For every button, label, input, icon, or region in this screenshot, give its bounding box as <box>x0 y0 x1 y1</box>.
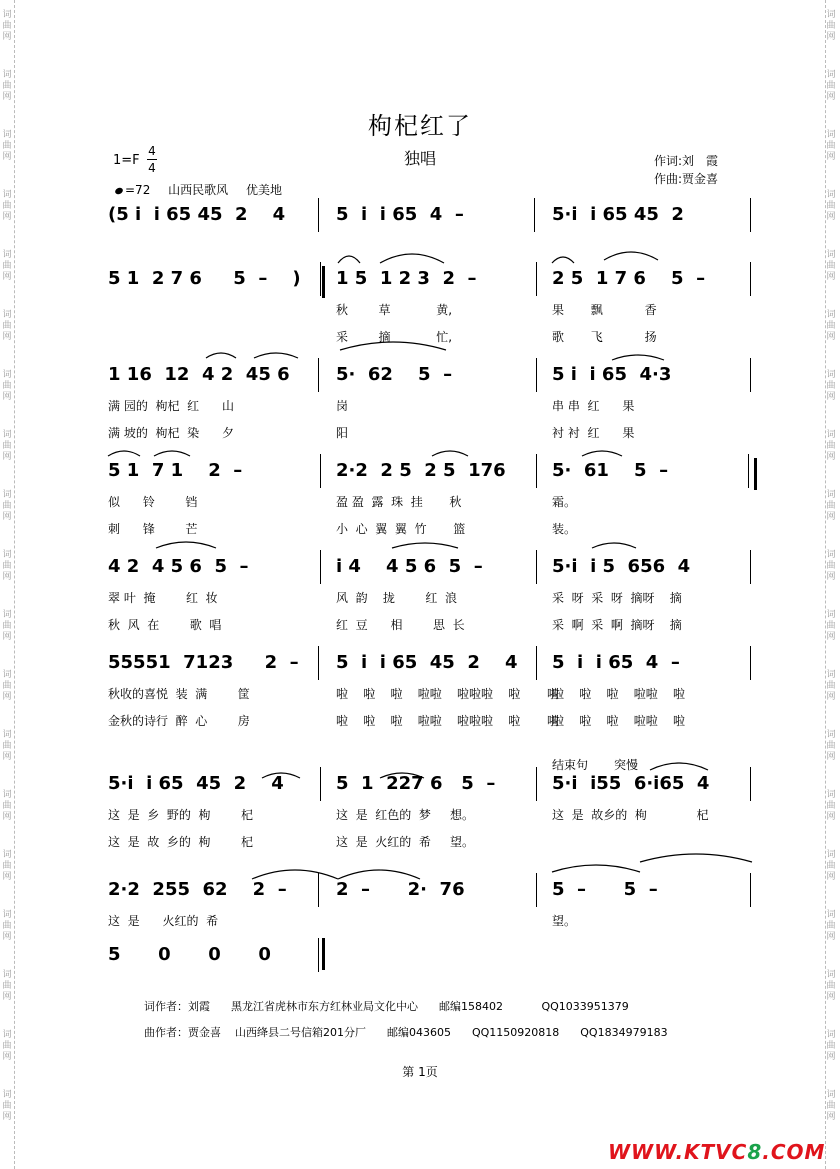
bar-line <box>318 873 319 907</box>
bar-line <box>750 550 751 584</box>
notation-measure: 5 i i 65 4·3 <box>552 364 672 385</box>
bar-line <box>536 767 537 801</box>
lyric-line: 歌 飞 扬 <box>552 330 657 344</box>
footer-lyricist-postcode: 邮编158402 <box>438 1000 503 1013</box>
lyric-line: 这 是 火红的 希 望。 <box>336 835 474 849</box>
bar-line <box>320 767 321 801</box>
watermark-text: 词 曲 网 <box>2 430 12 462</box>
lyric-line: 这 是 乡 野的 枸 杞 <box>108 808 254 822</box>
watermark-text: 词 曲 网 <box>826 550 836 582</box>
lyric-line: 秋收的喜悦 装 满 筐 <box>108 687 250 701</box>
repeat-bar-line <box>322 938 325 970</box>
lyric-line: 金秋的诗行 醉 心 房 <box>108 714 250 728</box>
watermark-text: 词 曲 网 <box>2 250 12 282</box>
watermark-text: 词 曲 网 <box>826 1090 836 1122</box>
lyric-line: 刺 锋 芒 <box>108 522 198 536</box>
footer-lyricist-address: 黑龙江省虎林市东方红林业局文化中心 <box>230 1000 418 1013</box>
watermark-text: 词 曲 网 <box>2 730 12 762</box>
watermark-text: 词 曲 网 <box>826 130 836 162</box>
lyric-line: 采 呀 采 呀 摘呀 摘 <box>552 591 682 605</box>
slur-arc <box>432 451 468 456</box>
slur-arc <box>392 543 458 548</box>
notation-measure: 5 0 0 0 <box>108 944 271 965</box>
footer-lyricist <box>137 985 629 1014</box>
composer-credit: 作曲:贾金喜 <box>654 172 719 186</box>
slur-arc <box>154 451 190 456</box>
lyric-line: 啦 啦 啦 啦啦 啦啦啦 啦 啦 <box>336 687 559 701</box>
watermark-text: 词 曲 网 <box>2 370 12 402</box>
lyric-line: 阳 <box>336 426 349 440</box>
watermark-text: 词 曲 网 <box>2 610 12 642</box>
notation-measure: 2 – 2· 76 <box>336 879 465 900</box>
notation-measure: 5 1 2 7 6 5 – ) <box>108 268 301 289</box>
watermark-text: 词 曲 网 <box>2 10 12 42</box>
bar-line <box>536 454 537 488</box>
notation-measure: 1 5 1 2 3 2 – <box>336 268 477 289</box>
watermark-text: 词 曲 网 <box>2 130 12 162</box>
watermark-text: 词 曲 网 <box>826 10 836 42</box>
watermark-text: 词 曲 网 <box>2 670 12 702</box>
song-title: 枸杞红了 <box>368 112 472 140</box>
footer-composer-qq1: QQ1150920818 <box>471 1026 560 1039</box>
slur-arc <box>612 355 664 360</box>
footer-composer-postcode: 邮编043605 <box>386 1026 451 1039</box>
watermark-text: 词 曲 网 <box>826 190 836 222</box>
slur-arc <box>604 252 658 260</box>
notation-measure: (5 i i 65 45 2 4 <box>108 204 286 225</box>
notation-measure: 4 2 4 5 6 5 – <box>108 556 249 577</box>
lyric-line: 衬 衬 红 果 <box>552 426 635 440</box>
notation-measure: 55551 7123 2 – <box>108 652 299 673</box>
notation-measure: 5 – 5 – <box>552 879 658 900</box>
lyric-line: 秋 草 黄, <box>336 303 453 317</box>
slur-arc <box>380 254 444 263</box>
lyric-line: 果 飘 香 <box>552 303 657 317</box>
slur-arc <box>252 870 338 879</box>
notation-measure: 5·i i 65 45 2 <box>552 204 684 225</box>
watermark-text: 词 曲 网 <box>826 250 836 282</box>
bar-line <box>750 767 751 801</box>
bar-line <box>318 198 319 232</box>
repeat-bar-line <box>322 266 325 298</box>
slur-arc <box>582 451 622 456</box>
lyric-line: 似 铃 铛 <box>108 495 198 509</box>
lyric-line: 翠 叶 掩 红 妆 <box>108 591 218 605</box>
repeat-bar-line <box>754 458 757 490</box>
slur-arc <box>338 870 420 879</box>
watermark-text: 词 曲 网 <box>826 790 836 822</box>
watermark-text: 词 曲 网 <box>2 850 12 882</box>
watermark-text: 词 曲 网 <box>2 70 12 102</box>
lyric-line: 霜。 <box>552 495 577 509</box>
watermark-text: 词 曲 网 <box>826 370 836 402</box>
slur-arc <box>592 543 636 548</box>
lyric-line: 岗 <box>336 399 349 413</box>
lyric-line: 这 是 故 乡的 枸 杞 <box>108 835 254 849</box>
watermark-text: 词 曲 网 <box>826 970 836 1002</box>
time-signature <box>147 144 157 175</box>
performance-annotation: 结束句 <box>552 758 589 772</box>
watermark-text: 词 曲 网 <box>826 670 836 702</box>
footer-composer-name: 曲作者：贾金喜 <box>144 1026 221 1039</box>
notation-measure: 5 i i 65 4 – <box>552 652 680 673</box>
watermark-text: 词 曲 网 <box>2 970 12 1002</box>
footer-lyricist-qq: QQ1033951379 <box>541 1000 629 1013</box>
slur-arc <box>338 256 360 263</box>
watermark-text: 词 曲 网 <box>826 910 836 942</box>
site-logo[interactable]: WWW.KTVC8.COM <box>608 1140 826 1164</box>
tempo-line <box>115 181 296 198</box>
notation-measure: 5 1 7 1 2 – <box>108 460 243 481</box>
notation-measure: 1 16 12 4 2 45 6 <box>108 364 290 385</box>
watermark-text: 词 曲 网 <box>826 430 836 462</box>
footer-lyricist-name: 词作者：刘霞 <box>144 1000 210 1013</box>
watermark-text: 词 曲 网 <box>826 1030 836 1062</box>
lyric-line: 装。 <box>552 522 577 536</box>
bar-line <box>750 198 751 232</box>
lyric-line: 串 串 红 果 <box>552 399 635 413</box>
lyric-line: 盈 盈 露 珠 挂 秋 <box>336 495 462 509</box>
watermark-text: 词 曲 网 <box>2 1090 12 1122</box>
notation-measure: 5·i i 5 656 4 <box>552 556 691 577</box>
lyric-line: 这 是 红色的 梦 想。 <box>336 808 474 822</box>
lyric-line: 秋 风 在 歌 唱 <box>108 618 222 632</box>
lyric-line: 满 坡的 枸杞 染 夕 <box>108 426 234 440</box>
watermark-text: 词 曲 网 <box>2 1030 12 1062</box>
slur-arc <box>650 763 708 770</box>
watermark-text: 词 曲 网 <box>2 190 12 222</box>
notation-measure: 5 i i 65 4 – <box>336 204 464 225</box>
lyric-line: 这 是 故乡的 枸 杞 <box>552 808 709 822</box>
bar-line <box>318 646 319 680</box>
performance-annotation: 突慢 <box>614 758 639 772</box>
bar-line <box>750 646 751 680</box>
bar-line <box>534 198 535 232</box>
bar-line <box>536 646 537 680</box>
watermark-text: 词 曲 网 <box>826 730 836 762</box>
watermark-text: 词 曲 网 <box>826 610 836 642</box>
bar-line <box>320 454 321 488</box>
bar-line <box>748 454 749 488</box>
bar-line <box>318 938 319 972</box>
page-number: 第 1页 <box>402 1065 438 1079</box>
notation-measure: 2·2 255 62 2 – <box>108 879 287 900</box>
bar-line <box>320 262 321 296</box>
slur-arc <box>156 542 216 548</box>
notation-measure: 5·i i55 6·i65 4 <box>552 773 710 794</box>
lyric-line: 红 豆 相 思 长 <box>336 618 465 632</box>
key-signature: 1=F <box>113 153 140 168</box>
notation-measure: 5 i i 65 45 2 4 <box>336 652 518 673</box>
lyric-line: 采 摘 忙, <box>336 330 453 344</box>
bar-line <box>320 550 321 584</box>
tempo-value: =72 <box>125 183 151 197</box>
slur-arc <box>552 865 640 872</box>
notation-measure: i 4 4 5 6 5 – <box>336 556 483 577</box>
footer-composer <box>137 1011 668 1040</box>
lyric-line: 啦 啦 啦 啦啦 啦啦啦 啦 啦 <box>336 714 559 728</box>
bar-line <box>318 358 319 392</box>
quarter-note-icon <box>114 186 124 195</box>
slur-arc <box>206 353 236 358</box>
lyricist-credit: 作词:刘 霞 <box>654 154 719 168</box>
lyric-line: 采 啊 采 啊 摘呀 摘 <box>552 618 682 632</box>
notation-measure: 2 5 1 7 6 5 – <box>552 268 706 289</box>
watermark-text: 词 曲 网 <box>2 910 12 942</box>
mood-label: 优美地 <box>246 183 283 197</box>
lyric-line: 这 是 火红的 希 <box>108 914 219 928</box>
watermark-text: 词 曲 网 <box>2 310 12 342</box>
bar-line <box>536 873 537 907</box>
lyric-line: 啦 啦 啦 啦啦 啦 <box>552 714 686 728</box>
bar-line <box>750 358 751 392</box>
slur-arc <box>640 854 752 862</box>
watermark-text: 词 曲 网 <box>826 850 836 882</box>
footer-composer-qq2: QQ1834979183 <box>580 1026 668 1039</box>
bar-line <box>536 358 537 392</box>
song-subtitle: 独唱 <box>403 149 436 168</box>
notation-measure: 5· 62 5 – <box>336 364 453 385</box>
bar-line <box>750 873 751 907</box>
notation-measure: 5· 61 5 – <box>552 460 669 481</box>
notation-measure: 5·i i 65 45 2 4 <box>108 773 284 794</box>
notation-measure: 2·2 2 5 2 5 176 <box>336 460 506 481</box>
slur-arc <box>108 451 140 456</box>
watermark-text: 词 曲 网 <box>826 310 836 342</box>
slur-arc <box>254 353 298 358</box>
watermark-text: 词 曲 网 <box>826 70 836 102</box>
watermark-text: 词 曲 网 <box>2 790 12 822</box>
lyric-line: 风 韵 拢 红 浪 <box>336 591 458 605</box>
lyric-line: 小 心 翼 翼 竹 篮 <box>336 522 466 536</box>
watermark-text: 词 曲 网 <box>826 490 836 522</box>
lyric-line: 望。 <box>552 914 577 928</box>
watermark-text: 词 曲 网 <box>2 490 12 522</box>
bar-line <box>750 262 751 296</box>
bar-line <box>536 262 537 296</box>
lyric-line: 满 园的 枸杞 红 山 <box>108 399 234 413</box>
time-signature-top: 4 <box>148 144 156 158</box>
watermark-text: 词 曲 网 <box>2 550 12 582</box>
style-label: 山西民歌风 <box>168 183 229 197</box>
bar-line <box>536 550 537 584</box>
footer-composer-address: 山西绛县二号信箱201分厂 <box>235 1026 366 1039</box>
notation-measure: 5 1 227 6 5 – <box>336 773 496 794</box>
lyric-line: 啦 啦 啦 啦啦 啦 <box>552 687 686 701</box>
slur-arc <box>552 257 574 263</box>
time-signature-bottom: 4 <box>148 161 156 175</box>
